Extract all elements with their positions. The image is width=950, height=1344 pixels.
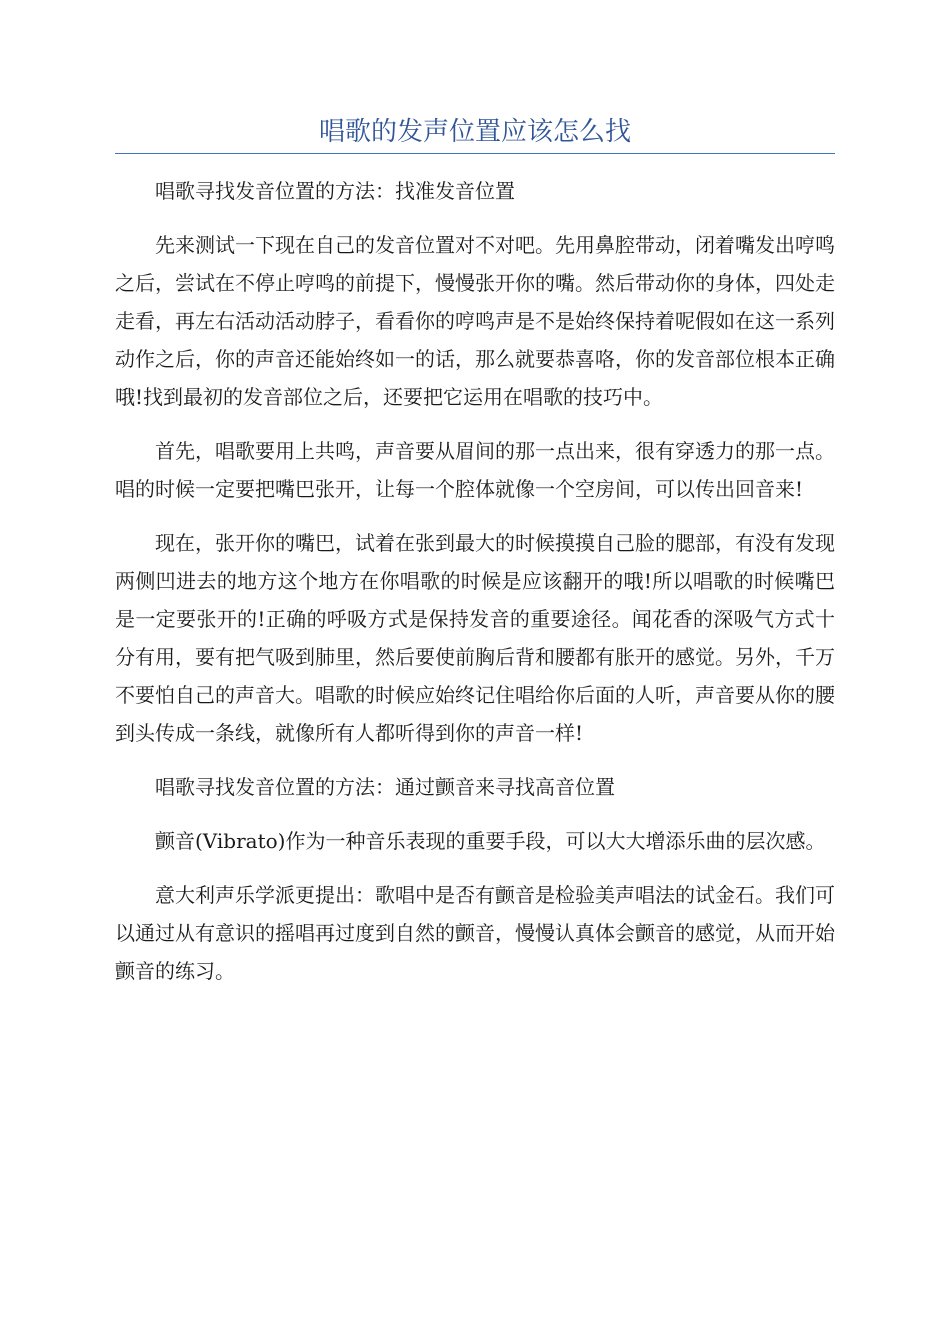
section-heading-2: 唱歌寻找发音位置的方法：通过颤音来寻找高音位置 [155, 775, 615, 799]
paragraph-5: 意大利声乐学派更提出：歌唱中是否有颤音是检验美声唱法的试金石。我们可以通过从有意识的摇唱再过度到自然的颤音，慢慢认真体会颤音的感觉，从而开始颤音的练习。 [115, 883, 835, 983]
title-underline [115, 153, 835, 154]
document-title: 唱歌的发声位置应该怎么找 [318, 117, 631, 147]
paragraph-1: 先来测试一下现在自己的发音位置对不对吧。先用鼻腔带动，闭着嘴发出哼鸣之后，尝试在不停止哼鸣的前提下，慢慢张开你的嘴。然后带动你的身体，四处走走看，再左右活动活动脖子，看看你的哼鸣声是不是始终保持着呢假如在这一系列动作之后，你的声音还能始终如一的话，那么就要恭喜咯，你的发音部位根本正确哦!找到最初的发音部位之后，还要把它运用在唱歌的技巧中。 [115, 233, 835, 409]
paragraph-3: 现在，张开你的嘴巴，试着在张到最大的时候摸摸自己脸的腮部，有没有发现两侧凹进去的地方这个地方在你唱歌的时候是应该翻开的哦!所以唱歌的时候嘴巴是一定要张开的!正确的呼吸方式是保持发音的重要途径。闻花香的深吸气方式十分有用，要有把气吸到肺里，然后要使前胸后背和腰都有胀开的感觉。另外，千万不要怕自己的声音大。唱歌的时候应始终记住唱给你后面的人听，声音要从你的腰到头传成一条线，就像所有人都听得到你的声音一样! [115, 531, 835, 745]
document-body [115, 172, 835, 1006]
paragraph-2: 首先，唱歌要用上共鸣，声音要从眉间的那一点出来，很有穿透力的那一点。唱的时候一定要把嘴巴张开，让每一个腔体就像一个空房间，可以传出回音来! [115, 439, 835, 501]
paragraph-4: 颤音(Vibrato)作为一种音乐表现的重要手段，可以大大增添乐曲的层次感。 [155, 829, 826, 853]
section-heading-1: 唱歌寻找发音位置的方法：找准发音位置 [155, 179, 515, 203]
